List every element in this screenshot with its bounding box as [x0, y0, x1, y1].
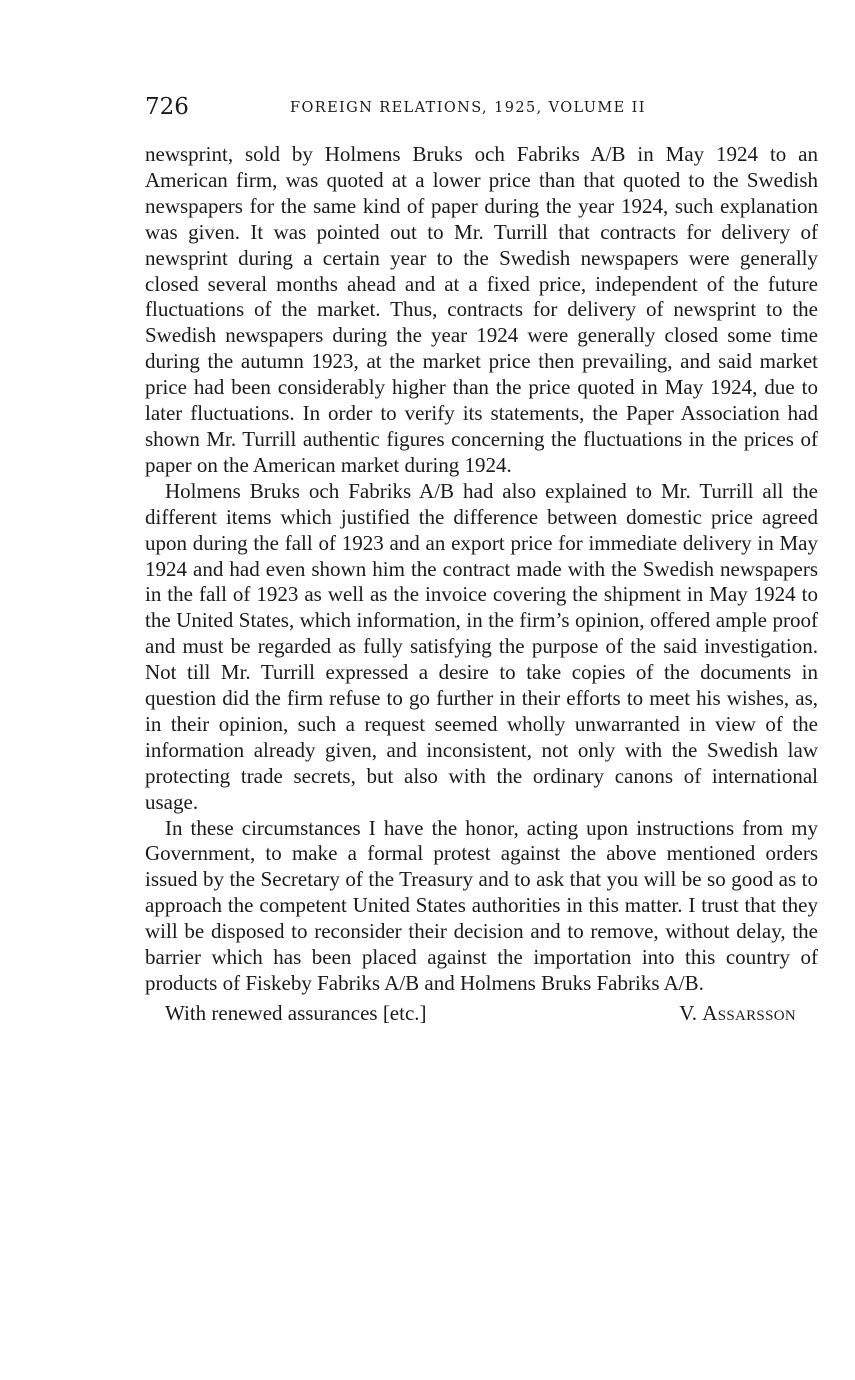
closing-line: [145, 1000, 818, 1026]
complimentary-close: With renewed assurances [etc.]: [165, 1000, 427, 1025]
signature-initial: V.: [679, 1000, 703, 1025]
paragraph-formal-protest: In these circumstances I have the honor, acting upon instructions from my Government, to make a formal protest against the above mentioned orders issued by the Secretary of the Treasury and to ask that you will be so good as to approach the competent United States authorities in this matter. I trust that they will be disposed to reconsider their decision and to remove, without delay, the barrier which has been placed against the importation into this country of products of Fiskeby Fabriks A/B and Holmens Bruks Fabriks A/B.: [145, 815, 818, 995]
signature: [679, 1000, 796, 1026]
page-number: 726: [145, 94, 189, 120]
signature-surname: Assarsson: [702, 1000, 796, 1025]
running-head: [145, 92, 818, 128]
paragraph-continuation: newsprint, sold by Holmens Bruks och Fabriks A/B in May 1924 to an American firm, was quoted at a lower price than that quoted to the Swedish newspapers for the same kind of paper during the year 1924, such explanation was given. It was pointed out to Mr. Turrill that contracts for delivery of newsprint during a certain year to the Swedish newspapers were generally closed several months ahead and at a fixed price, independent of the future fluctuations of the market. Thus, contracts for delivery of newsprint to the Swedish newspapers during the year 1924 were generally closed some time during the autumn 1923, at the market price then prevailing, and said market price had been considerably higher than the price quoted in May 1924, due to later fluctuations. In order to verify its statements, the Paper Association had shown Mr. Turrill authentic figures concerning the fluctuations in the prices of paper on the American market during 1924.: [145, 142, 818, 477]
paragraph-holmens-explanation: Holmens Bruks och Fabriks A/B had also explained to Mr. Turrill all the different items which justified the difference between domestic price agreed upon during the fall of 1923 and an export price for immediate delivery in May 1924 and had even shown him the contract made with the Swedish newspapers in the fall of 1923 as well as the invoice covering the shipment in May 1924 to the United States, which information, in the firm’s opinion, offered ample proof and must be regarded as fully satisfying the purpose of the said investigation. Not till Mr. Turrill expressed a desire to take copies of the documents in question did the firm refuse to go further in their efforts to meet his wishes, as, in their opinion, such a request seemed wholly unwarranted in view of the information already given, and inconsistent, not only with the Swedish law protecting trade secrets, but also with the ordinary canons of international usage.: [145, 478, 818, 814]
running-head-title: FOREIGN RELATIONS, 1925, VOLUME II: [290, 100, 646, 116]
body-text: [145, 142, 818, 997]
document-page: [145, 92, 818, 1026]
